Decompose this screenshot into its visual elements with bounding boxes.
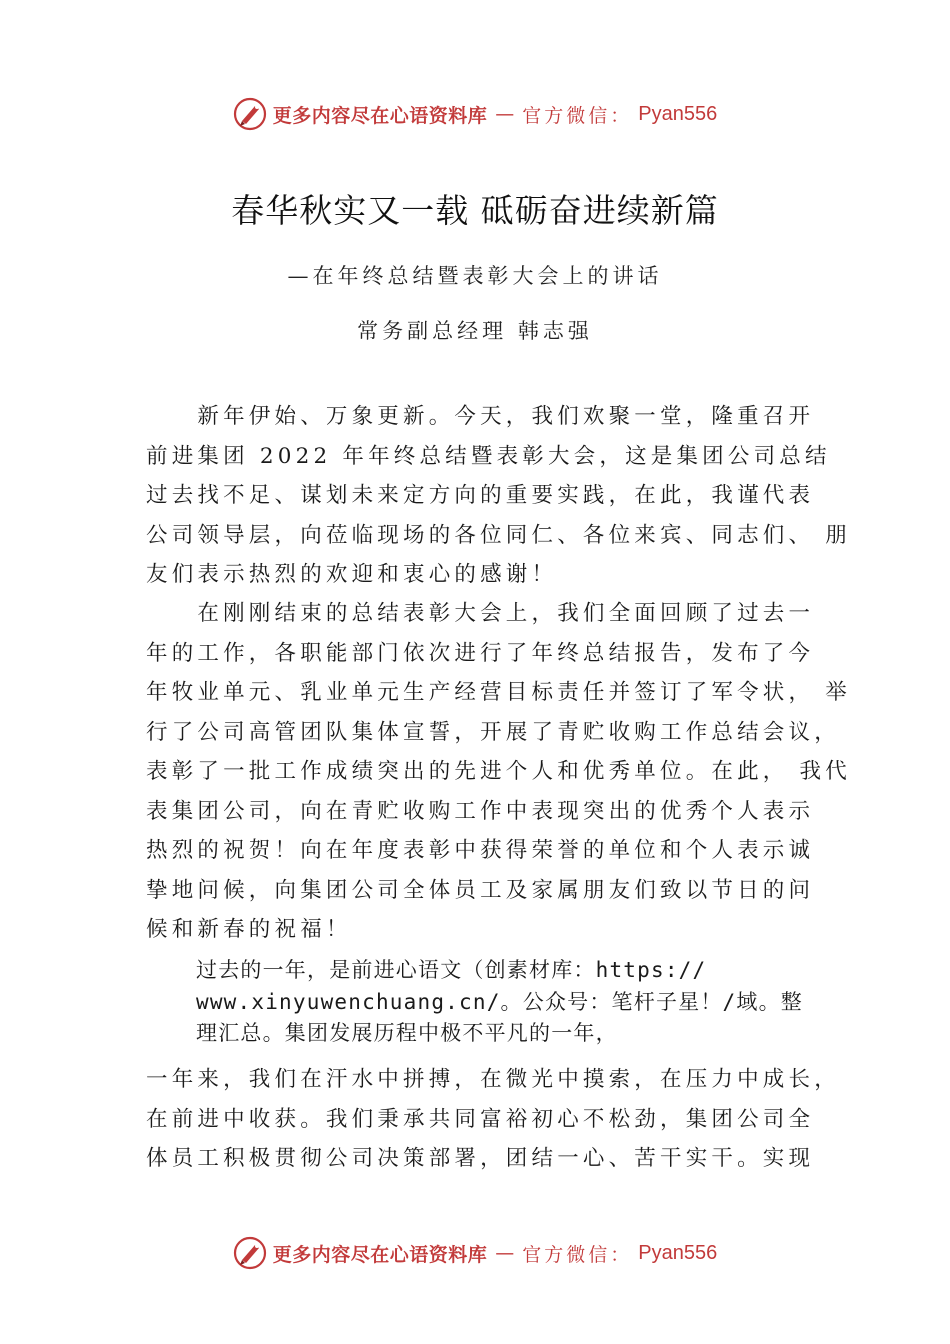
text-line: www.xinyuwenchuang.cn/。公众号：笔杆子星！/域。整 <box>196 989 803 1014</box>
text-line: 过去找不足、谋划未来定方向的重要实践，在此，我谨代表 <box>146 483 815 508</box>
text-line: 理汇总。集团发展历程中极不平凡的一年， <box>196 1021 618 1045</box>
paragraph-3 <box>196 955 826 1050</box>
text-line: 候和新春的祝福！ <box>146 917 352 942</box>
banner-dash: — <box>495 103 515 125</box>
text-line: 公司领导层，向莅临现场的各位同仁、各位来宾、同志们、 朋 <box>146 522 851 548</box>
banner-dash: — <box>495 1242 515 1264</box>
text-line: 热烈的祝贺！向在年度表彰中获得荣誉的单位和个人表示诚 <box>146 838 815 863</box>
document-subtitle: —在年终总结暨表彰大会上的讲话 <box>287 264 663 288</box>
banner-right-text: 官方微信： <box>522 104 633 127</box>
header-banner <box>0 94 950 134</box>
banner-wechat-id: Pyan556 <box>638 102 718 125</box>
pen-logo-icon <box>233 97 267 131</box>
text-line: 过去的一年，是前进心语文（创素材库：https:// <box>196 958 707 982</box>
text-line: 一年来，我们在汗水中拼搏，在微光中摸索，在压力中成长， <box>146 1067 840 1092</box>
footer-banner <box>0 1233 950 1273</box>
text-line: 挚地问候，向集团公司全体员工及家属朋友们致以节日的问 <box>146 877 815 903</box>
text-line: 友们表示热烈的欢迎和衷心的感谢！ <box>146 562 558 587</box>
text-line: 年牧业单元、乳业单元生产经营目标责任并签订了军令状， 举 <box>146 680 851 705</box>
pen-logo-icon <box>233 1236 267 1270</box>
text-line: 前进集团 2022 年年终总结暨表彰大会，这是集团公司总结 <box>146 443 831 469</box>
text-line: 在刚刚结束的总结表彰大会上，我们全面回顾了过去一 <box>146 601 815 626</box>
text-line: 行了公司高管团队集体宣誓，开展了青贮收购工作总结会议， <box>146 719 840 745</box>
paragraph-4 <box>146 1060 840 1179</box>
banner-left-text: 更多内容尽在心语资料库 <box>272 104 488 127</box>
document-title: 春华秋实又一载 砥砺奋进续新篇 <box>231 191 719 230</box>
paragraph-2 <box>146 594 851 950</box>
text-line: 年的工作，各职能部门依次进行了年终总结报告，发布了今 <box>146 640 815 666</box>
text-line: 在前进中收获。我们秉承共同富裕初心不松劲，集团公司全 <box>146 1106 815 1132</box>
text-line: 新年伊始、万象更新。今天，我们欢聚一堂，隆重召开 <box>146 404 815 429</box>
paragraph-1 <box>146 397 851 595</box>
banner-right-text: 官方微信： <box>522 1243 633 1266</box>
text-line: 体员工积极贯彻公司决策部署，团结一心、苦干实干。实现 <box>146 1146 815 1171</box>
banner-wechat-id: Pyan556 <box>638 1241 718 1264</box>
text-line: 表集团公司，向在青贮收购工作中表现突出的优秀个人表示 <box>146 798 815 824</box>
banner-left-text: 更多内容尽在心语资料库 <box>272 1243 488 1266</box>
document-author: 常务副总经理 韩志强 <box>357 319 593 343</box>
text-line: 表彰了一批工作成绩突出的先进个人和优秀单位。在此， 我代 <box>146 759 851 784</box>
